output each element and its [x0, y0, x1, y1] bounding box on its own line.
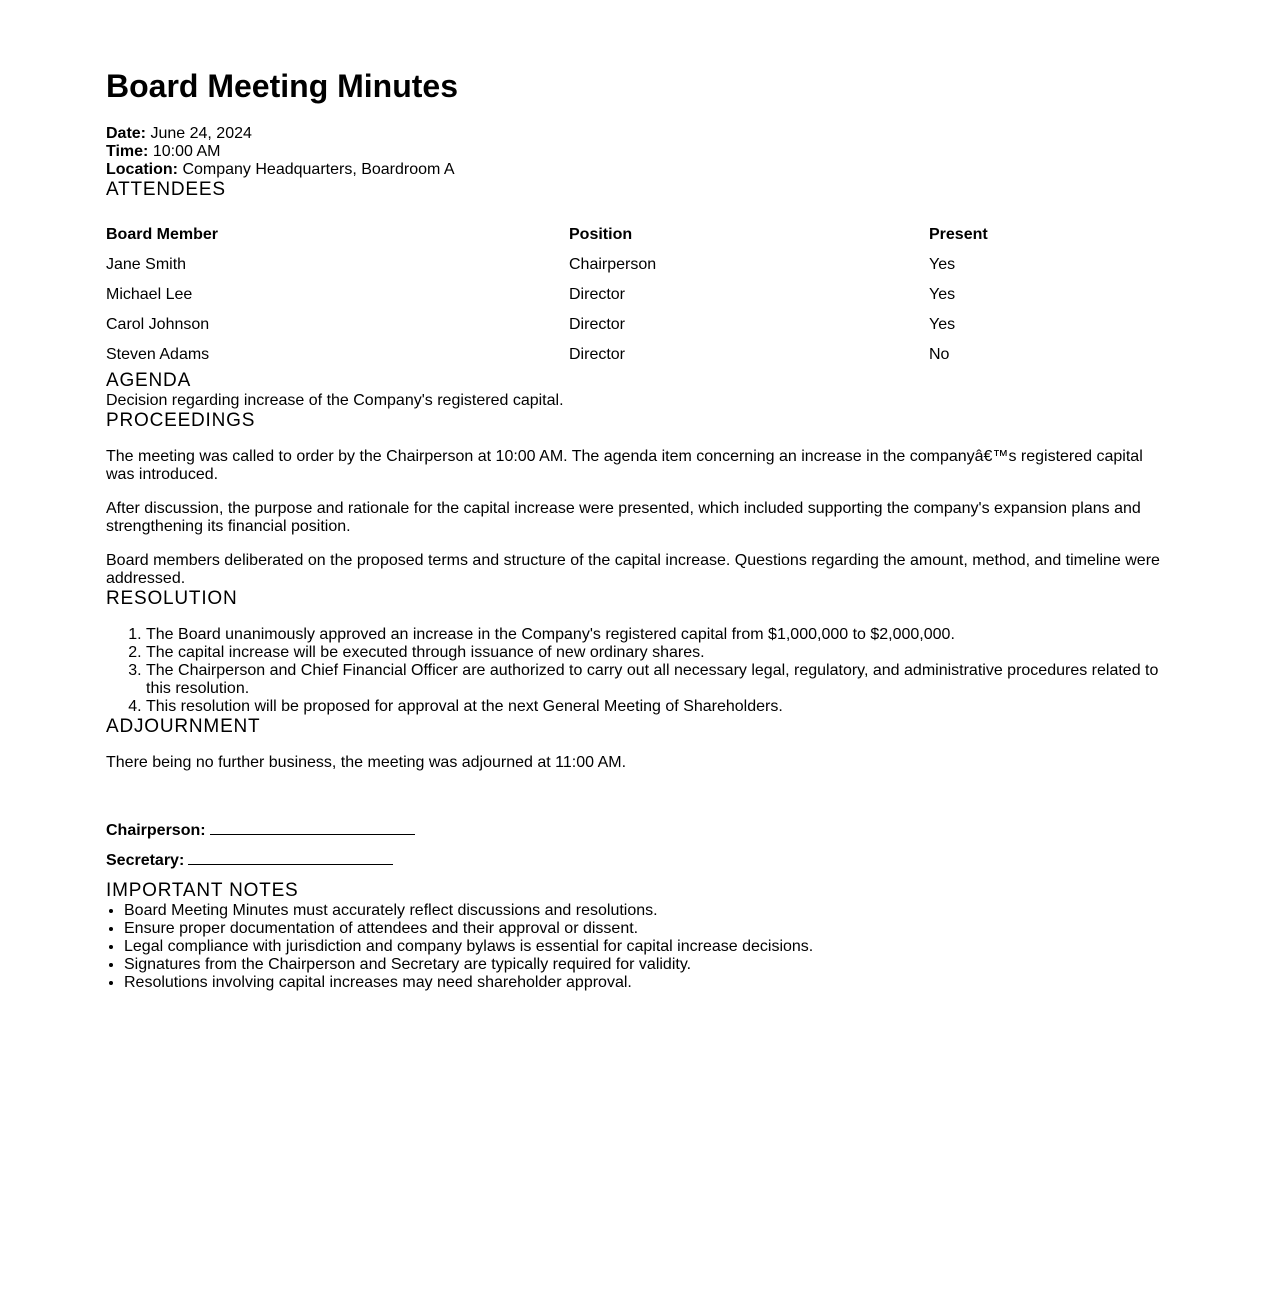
member-name: Carol Johnson: [106, 316, 210, 333]
time-label: Time:: [106, 143, 149, 160]
adjournment-text: There being no further business, the meeting was adjourned at 11:00 AM.: [106, 754, 627, 771]
meeting-details: [106, 125, 1166, 179]
meeting-time: [106, 143, 1166, 161]
secretary-signature: [106, 850, 1166, 880]
resolution-heading: RESOLUTION: [106, 588, 238, 609]
list-item: 4. This resolution will be proposed for approval at the next General Meeting of Shareholders.: [146, 698, 1166, 716]
meeting-location: [106, 161, 1166, 179]
table-row: [106, 280, 1166, 310]
list-item: • Legal compliance with jurisdiction and company bylaws is essential for capital increase decisions.: [124, 938, 1166, 956]
attendees-heading: ATTENDEES: [106, 179, 226, 200]
proceedings-paragraph: After discussion, the purpose and rationale for the capital increase were presented, which included supporting the company's expansion plans and strengthening its financial position.: [106, 500, 1141, 535]
list-item: • Ensure proper documentation of attendees and their approval or dissent.: [124, 920, 1166, 938]
list-item: • Board Meeting Minutes must accurately reflect discussions and resolutions.: [124, 902, 1166, 920]
member-present: No: [929, 346, 950, 363]
adjournment-heading: ADJOURNMENT: [106, 716, 261, 737]
member-position: Chairperson: [569, 256, 657, 273]
list-item: • Resolutions involving capital increases may need shareholder approval.: [124, 974, 1166, 992]
location-label: Location:: [106, 161, 178, 178]
chairperson-signature-line: [210, 820, 415, 835]
location-value: Company Headquarters, Boardroom A: [182, 161, 455, 178]
date-value: June 24, 2024: [150, 125, 252, 142]
chairperson-signature-label: Chairperson:: [106, 822, 206, 839]
member-name: Jane Smith: [106, 256, 187, 273]
list-item: • Signatures from the Chairperson and Secretary are typically required for validity.: [124, 956, 1166, 974]
notes-list: [106, 902, 1166, 992]
secretary-signature-label: Secretary:: [106, 852, 185, 869]
table-header-row: [106, 220, 1166, 250]
member-present: Yes: [929, 286, 956, 303]
column-header-present: Present: [929, 226, 988, 243]
list-item: 1. The Board unanimously approved an increase in the Company's registered capital from $1,000,000 to $2,000,000.: [146, 626, 1166, 644]
member-position: Director: [569, 316, 626, 333]
member-present: Yes: [929, 256, 956, 273]
list-item: 3. The Chairperson and Chief Financial Officer are authorized to carry out all necessary legal, regulatory, and administrative procedures related to this resolution.: [146, 662, 1166, 698]
column-header-position: Position: [569, 226, 633, 243]
page-title: Board Meeting Minutes: [106, 68, 459, 104]
member-name: Michael Lee: [106, 286, 193, 303]
member-name: Steven Adams: [106, 346, 210, 363]
table-row: [106, 310, 1166, 340]
attendees-table: [106, 220, 1166, 370]
table-row: [106, 250, 1166, 280]
proceedings-heading: PROCEEDINGS: [106, 410, 256, 431]
chairperson-signature: [106, 820, 1166, 850]
member-present: Yes: [929, 316, 956, 333]
signature-block: [106, 820, 1166, 880]
agenda-heading: AGENDA: [106, 370, 192, 391]
member-position: Director: [569, 346, 626, 363]
proceedings-paragraph: The meeting was called to order by the Chairperson at 10:00 AM. The agenda item concerning an increase in the companyâ€™s registered capital was introduced.: [106, 448, 1143, 483]
date-label: Date:: [106, 125, 147, 142]
list-item: 2. The capital increase will be executed through issuance of new ordinary shares.: [146, 644, 1166, 662]
document-page: [106, 0, 1166, 992]
table-row: [106, 340, 1166, 370]
member-position: Director: [569, 286, 626, 303]
meeting-date: [106, 125, 1166, 143]
agenda-text: Decision regarding increase of the Company's registered capital.: [106, 392, 564, 409]
time-value: 10:00 AM: [152, 143, 221, 160]
notes-heading: IMPORTANT NOTES: [106, 880, 299, 901]
proceedings-paragraph: Board members deliberated on the proposed terms and structure of the capital increase. Questions regarding the amount, method, and timeline were addressed.: [106, 552, 1160, 587]
secretary-signature-line: [188, 850, 393, 865]
column-header-board-member: Board Member: [106, 226, 219, 243]
resolution-list: [106, 626, 1166, 716]
